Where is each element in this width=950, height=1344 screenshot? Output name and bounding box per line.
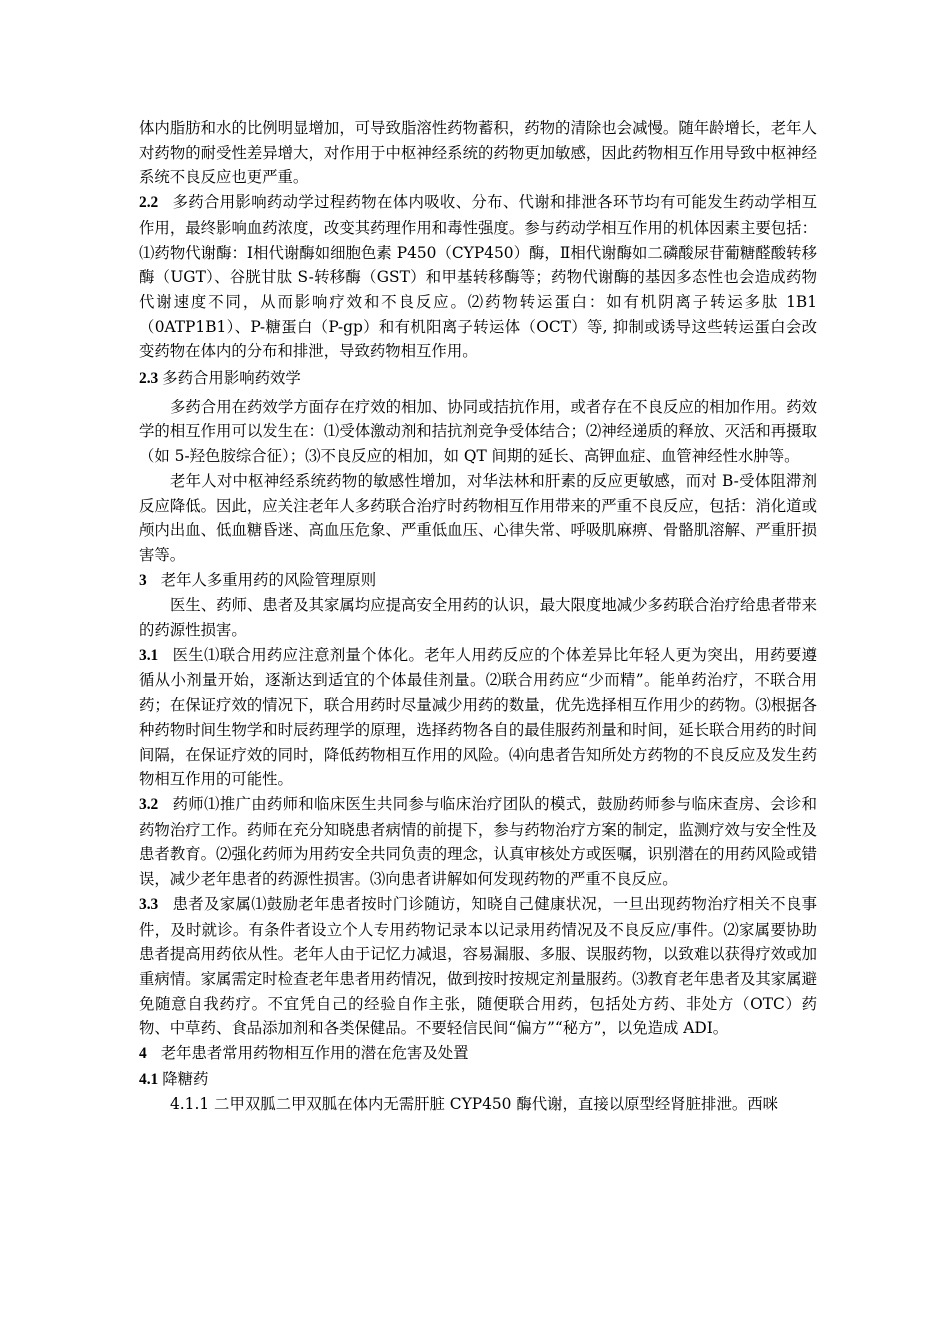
section-number: 2.2 — [139, 194, 159, 212]
section-title: 多药合用影响药效学 — [162, 369, 301, 388]
section-3-2 — [139, 792, 817, 892]
paragraph: 老年人对中枢神经系统药物的敏感性增加，对华法林和肝素的反应更敏感，而对 B-受体阻滞剂反应降低。因此，应关注老年人多药联合治疗时药物相互作用带来的严重不良反应，包括：消化道或颅内出血、低血糖昏迷、高血压危象、严重低血压、心律失常、呼吸肌麻痹、骨骼肌溶解、严重肝损害等。 — [139, 471, 817, 564]
document-body — [139, 116, 817, 1117]
section-title: 老年人多重用药的风险管理原则 — [160, 570, 377, 589]
section-number: 3.1 — [139, 646, 159, 664]
section-number: 3.2 — [139, 795, 159, 813]
section-number: 3.3 — [139, 895, 159, 913]
paragraph: 多药合用在药效学方面存在疗效的相加、协同或拮抗作用，或者存在不良反应的相加作用。药效学的相互作用可以发生在：⑴受体激动剂和拮抗剂竞争受体结合；⑵神经递质的释放、灭活和再摄取（如 5-羟色胺综合征）；⑶不良反应的相加，如 QT 间期的延长、高钾血症、血管神经性水肿等。 — [139, 397, 817, 466]
section-number: 3 — [139, 571, 147, 589]
section-text: 患者及家属⑴鼓励老年患者按时门诊随访，知晓自己健康状况，一旦出现药物治疗相关不良事件，及时就诊。有条件者设立个人专用药物记录本以记录用药情况及不良反应/事件。⑵家属要协助患者提高用药依从性。老年人由于记忆力减退，容易漏服、多服、误服药物，以致难以获得疗效或加重病情。家属需定时检查老年患者用药情况，做到按时按规定剂量服药。⑶教育老年患者及其家属避免随意自我药疗。不宜凭自己的经验自作主张，随便联合用药，包括处方药、非处方（OTC）药物、中草药、食品添加剂和各类保健品。不要轻信民间“偏方”“秘方”，以免造成 ADI。 — [139, 894, 817, 1038]
section-number: 4.1 — [139, 1070, 159, 1088]
section-text: 医生⑴联合用药应注意剂量个体化。老年人用药反应的个体差异比年轻人更为突出，用药要遵循从小剂量开始，逐渐达到适宜的个体最佳剂量。⑵联合用药应“少而精”。能单药治疗，不联合用药；在保证疗效的情况下，联合用药时尽量减少用药的数量，优先选择相互作用少的药物。⑶根据各种药物时间生物学和时辰药理学的原理，选择药物各自的最佳服药剂量和时间，延长联合用药的时间间隔，在保证疗效的同时，降低药物相互作用的风险。⑷向患者告知所处方药物的不良反应及发生药物相互作用的可能性。 — [139, 645, 817, 789]
section-number: 2.3 — [139, 370, 159, 388]
section-2-2 — [139, 190, 817, 364]
section-number: 4 — [139, 1045, 147, 1063]
paragraph: 4.1.1 二甲双胍二甲双胍在体内无需肝脏 CYP450 酶代谢，直接以原型经肾脏排泄。西咪 — [170, 1095, 779, 1114]
section-text: 药师⑴推广由药师和临床医生共同参与临床治疗团队的模式，鼓励药师参与临床查房、会诊和药物治疗工作。药师在充分知晓患者病情的前提下，参与药物治疗方案的制定，监测疗效与安全性及患者教育。⑵强化药师为用药安全共同负责的理念，认真审核处方或医嘱，识别潜在的用药风险或错误，减少老年患者的药源性损害。⑶向患者讲解如何发现药物的严重不良反应。 — [139, 794, 817, 889]
section-3-heading — [139, 568, 817, 594]
section-title: 降糖药 — [162, 1069, 209, 1088]
section-title: 老年患者常用药物相互作用的潜在危害及处置 — [160, 1044, 469, 1063]
section-4-heading — [139, 1041, 817, 1067]
section-text: 多药合用影响药动学过程药物在体内吸收、分布、代谢和排泄各环节均有可能发生药动学相互作用，最终影响血药浓度，改变其药理作用和毒性强度。参与药动学相互作用的机体因素主要包括：⑴药物代谢酶：Ⅰ相代谢酶如细胞色素 P450（CYP450）酶，Ⅱ相代谢酶如二磷酸尿苷葡糖醛酸转移酶（UGT）、谷胱甘肽 S-转移酶（GST）和甲基转移酶等；药物代谢酶的基因多态性也会造成药物代谢速度不同，从而影响疗效和不良反应。⑵药物转运蛋白：如有机阴离子转运多肽 1B1（0ATP1B1）、P-糖蛋白（P-gp）和有机阳离子转运体（OCT）等, 抑制或诱导这些转运蛋白会改变药物在体内的分布和排泄，导致药物相互作用。 — [139, 193, 817, 361]
section-4-1-heading — [139, 1067, 817, 1093]
paragraph-intro: 体内脂肪和水的比例明显增加，可导致脂溶性药物蓄积，药物的清除也会减慢。随年龄增长，老年人对药物的耐受性差异增大，对作用于中枢神经系统的药物更加敏感，因此药物相互作用导致中枢神经系统不良反应也更严重。 — [139, 119, 817, 187]
section-3-3 — [139, 892, 817, 1041]
paragraph: 医生、药师、患者及其家属均应提高安全用药的认识，最大限度地减少多药联合治疗给患者带来的药源性损害。 — [139, 596, 817, 640]
section-3-1 — [139, 643, 817, 792]
section-2-3-heading — [139, 366, 817, 392]
